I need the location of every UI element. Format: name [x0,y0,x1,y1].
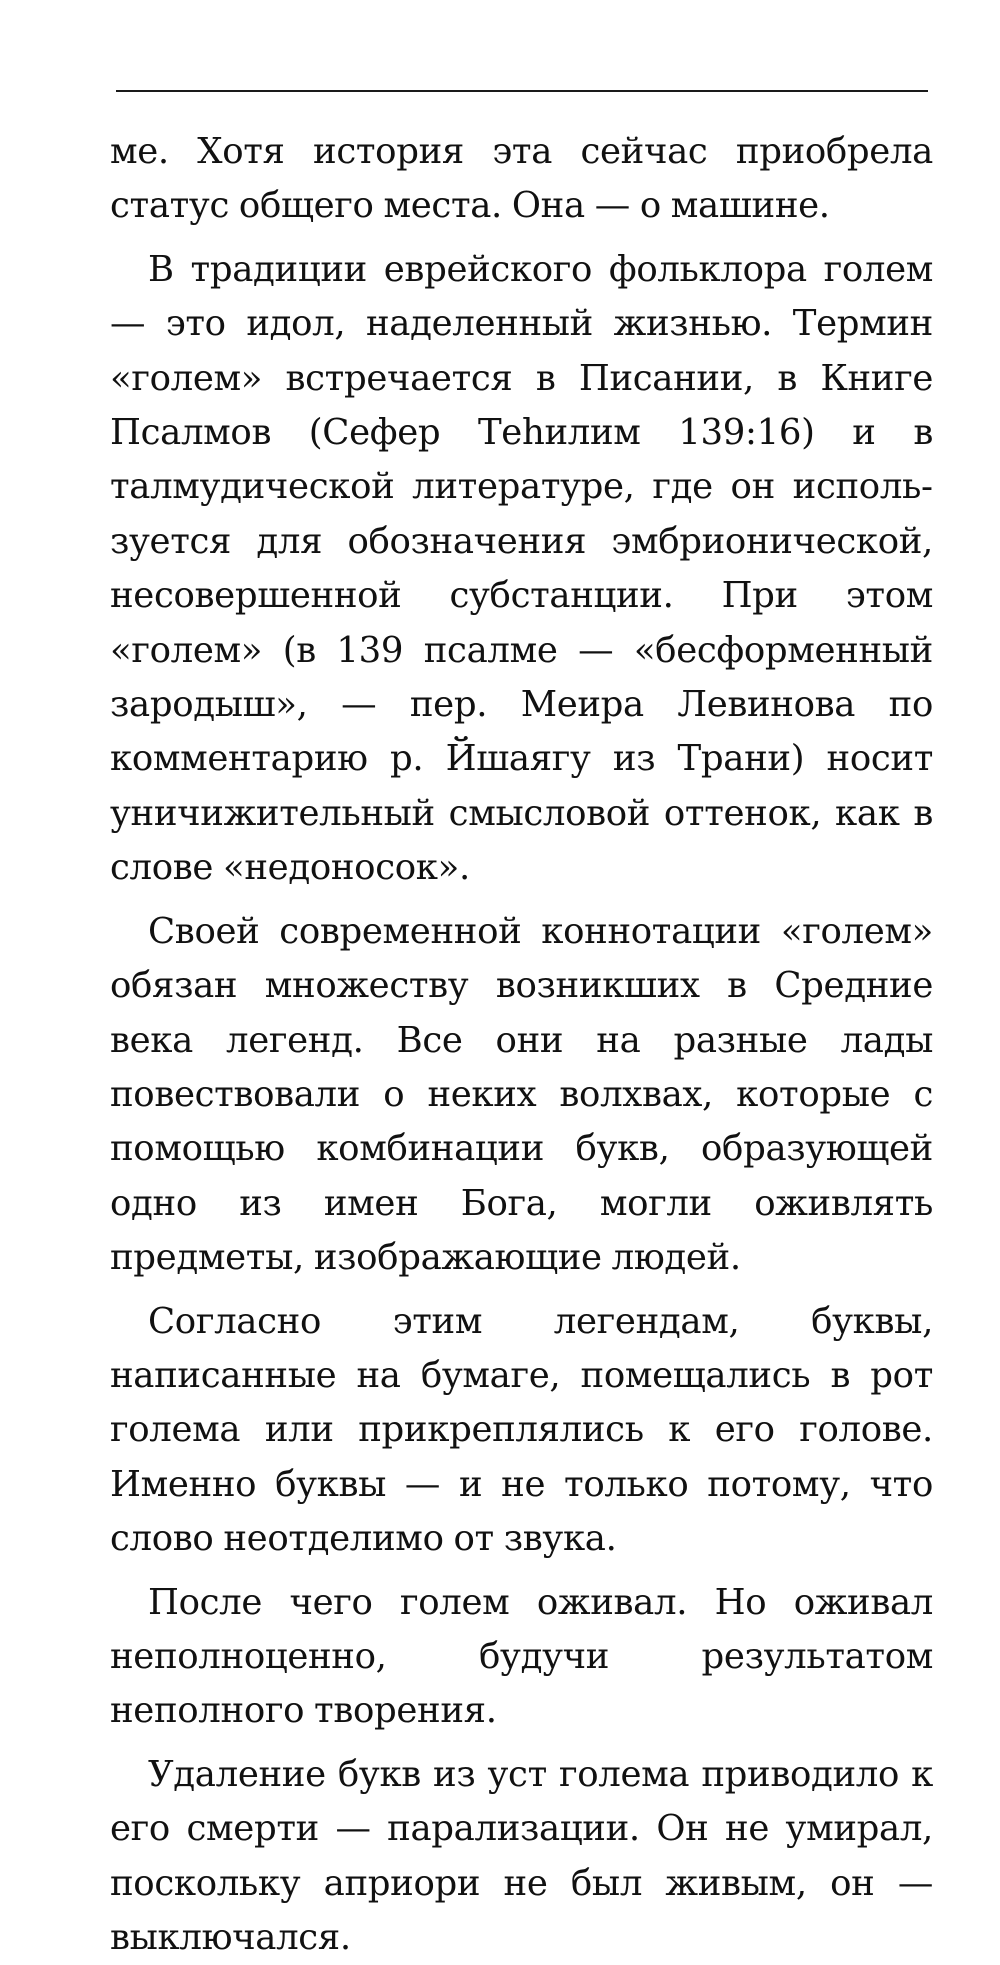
header-rule [116,90,928,92]
paragraph-golem-death: Удаление букв из уст голема приводило к его смерти — парализации. Он не умирал, поскольку априори не был живым, он — выключался. [110,1753,933,1958]
body-text [110,125,933,1965]
paragraph-golem-tradition: В традиции еврейского фольклора голем — это идол, наделенный жизнью. Термин «голем» встречается в Писании, в Книге Псалмов (Сефер Теһилим 139:16) и в талмудической литературе, где он используется для обозначения эмбрионической, несовершенной субстанции. При этом «голем» (в 139 псалме — «бесформенный зародыш», — пер. Меира Левинова по комментарию р. Йшаягу из Трани) носит уничижительный смысловой оттенок, как в слове «недоносок». [110,248,933,889]
paragraph-golem-alive: После чего голем оживал. Но оживал неполноценно, будучи результатом неполного творения. [110,1581,933,1732]
paragraph-continued: ме. Хотя история эта сейчас приобрела статус общего места. Она — о машине. [110,131,933,227]
paragraph-letters: Согласно этим легендам, буквы, написанные на бумаге, помещались в рот голема или прикреплялись к его голове. Именно буквы — и не только потому, что слово неотделимо от звука. [110,1300,933,1560]
paragraph-golem-legends: Своей современной коннотации «голем» обязан множеству возникших в Средние века легенд. Все они на разные лады повествовали о неких волхвах, которые с помощью комбинации букв, образующей одно из имен Бога, могли оживлять предметы, изображающие людей. [110,910,933,1279]
